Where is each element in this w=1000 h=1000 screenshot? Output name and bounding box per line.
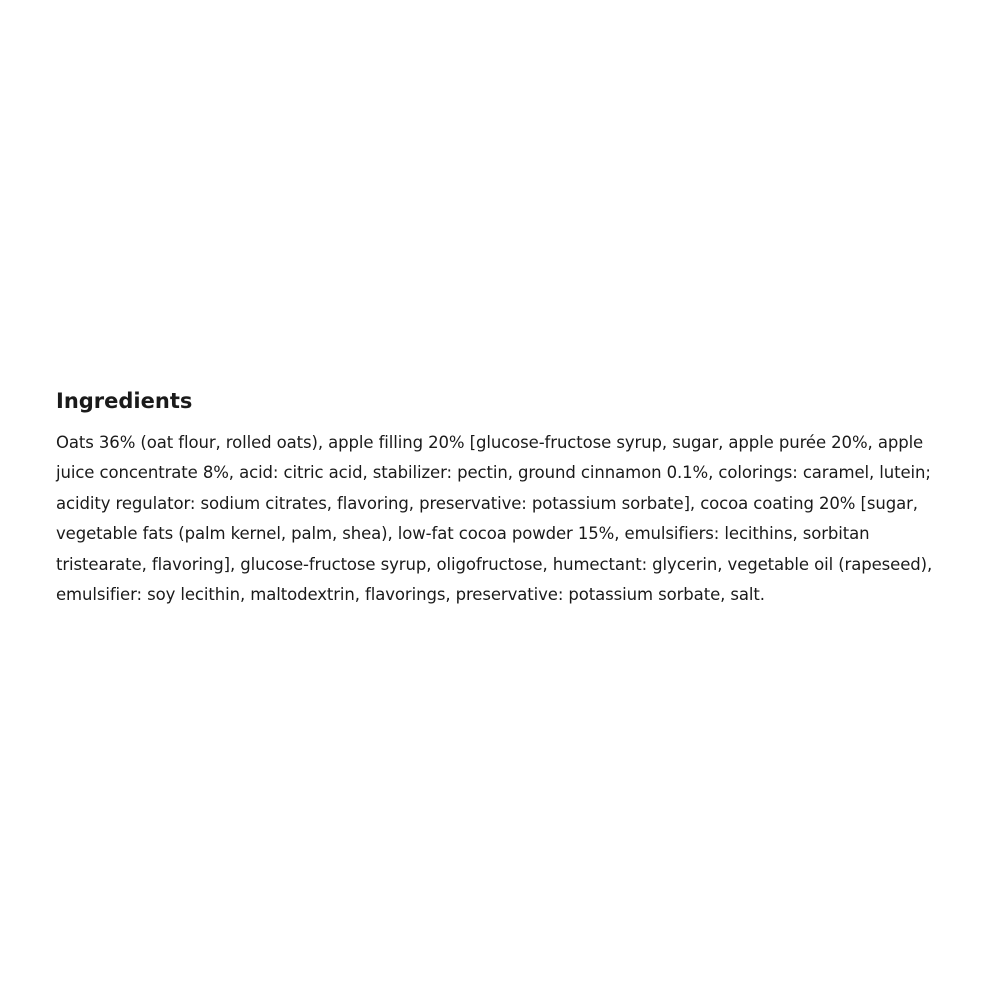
ingredients-line: tristearate, flavoring], glucose-fructose syrup, oligofructose, humectant: glycerin, vegetable oil (rapeseed),	[56, 554, 933, 574]
ingredients-heading: Ingredients	[56, 389, 193, 413]
ingredients-line: juice concentrate 8%, acid: citric acid, stabilizer: pectin, ground cinnamon 0.1%, colorings: caramel, lutein;	[56, 463, 931, 483]
ingredients-section	[56, 384, 946, 610]
ingredients-line: vegetable fats (palm kernel, palm, shea), low-fat cocoa powder 15%, emulsifiers: lecithins, sorbitan	[56, 524, 870, 544]
ingredients-text	[56, 428, 946, 610]
ingredients-line: acidity regulator: sodium citrates, flavoring, preservative: potassium sorbate], cocoa coating 20% [sugar,	[56, 493, 918, 513]
ingredients-line: Oats 36% (oat flour, rolled oats), apple filling 20% [glucose-fructose syrup, sugar, apple purée 20%, apple	[56, 433, 924, 452]
ingredients-line: emulsifier: soy lecithin, maltodextrin, flavorings, preservative: potassium sorbate, salt.	[56, 585, 765, 605]
